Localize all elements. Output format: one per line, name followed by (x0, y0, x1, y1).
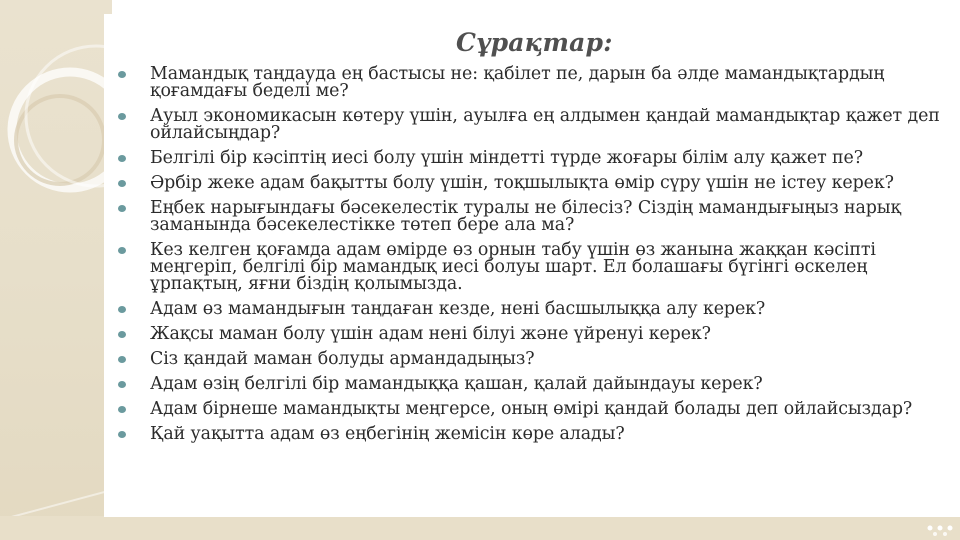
decorative-rings (0, 0, 112, 540)
question-text: Адам бірнеше мамандықты меңгерсе, оның өмірі қандай болады деп ойлайсыздар? (150, 399, 913, 419)
question-item (116, 242, 946, 293)
question-text: Адам өзің белгілі бір мамандыққа қашан, қалай дайындауы керек? (150, 374, 763, 394)
question-item (116, 426, 946, 443)
bullet-icon (118, 306, 126, 313)
question-item (116, 66, 946, 100)
question-text: Еңбек нарығындағы бәсекелестік туралы не білесіз? Сіздің мамандығыңыз нарық заманында бәсекелестікке төтеп бере ала ма? (150, 198, 901, 235)
bullet-icon (118, 406, 126, 413)
question-text: Қай уақытта адам өз еңбегінің жемісін көре алады? (150, 424, 625, 444)
question-text: Кез келген қоғамда адам өмірде өз орнын табу үшін өз жанына жаққан кәсіпті меңгеріп, белгілі бір мамандық иесі болуы шарт. Ел болашағы бүгінгі өскелең ұрпақтың, яғни біздің қолымызда. (150, 240, 876, 294)
bullet-icon (118, 356, 126, 363)
bullet-icon (118, 205, 126, 212)
question-item (116, 200, 946, 234)
question-item (116, 301, 946, 318)
question-item (116, 150, 946, 167)
slide-title: Сұрақтар: (456, 28, 613, 57)
question-text: Адам өз мамандығын таңдаған кезде, нені басшылыққа алу керек? (150, 299, 766, 319)
bullet-icon (118, 431, 126, 438)
question-text: Жақсы маман болу үшін адам нені білуі және үйренуі керек? (150, 324, 711, 344)
question-item (116, 175, 946, 192)
question-text: Белгілі бір кәсіптің иесі болу үшін міндетті түрде жоғары білім алу қажет пе? (150, 148, 863, 168)
bullet-icon (118, 155, 126, 162)
bullet-icon (118, 113, 126, 120)
question-text: Ауыл экономикасын көтеру үшін, ауылға ең алдымен қандай мамандықтар қажет деп ойлайсыңдар? (150, 106, 940, 143)
bullet-icon (118, 331, 126, 338)
question-item (116, 401, 946, 418)
bullet-icon (118, 180, 126, 187)
question-item (116, 108, 946, 142)
question-item (116, 376, 946, 393)
question-text: Сіз қандай маман болуды армандадыңыз? (150, 349, 535, 369)
decorative-bottom-strip (0, 516, 960, 540)
bullet-icon (118, 381, 126, 388)
bullet-icon (118, 71, 126, 78)
question-item (116, 351, 946, 368)
content-area (104, 14, 960, 517)
decorative-dots (0, 516, 960, 540)
question-text: Әрбір жеке адам бақытты болу үшін, тоқшылықта өмір сүру үшін не істеу керек? (150, 173, 894, 193)
questions-list (116, 66, 946, 451)
decorative-left-panel (0, 0, 112, 540)
question-text: Мамандық таңдауда ең бастысы не: қабілет пе, дарын ба әлде мамандықтардың қоғамдағы беделі ме? (150, 64, 885, 101)
question-item (116, 326, 946, 343)
bullet-icon (118, 247, 126, 254)
